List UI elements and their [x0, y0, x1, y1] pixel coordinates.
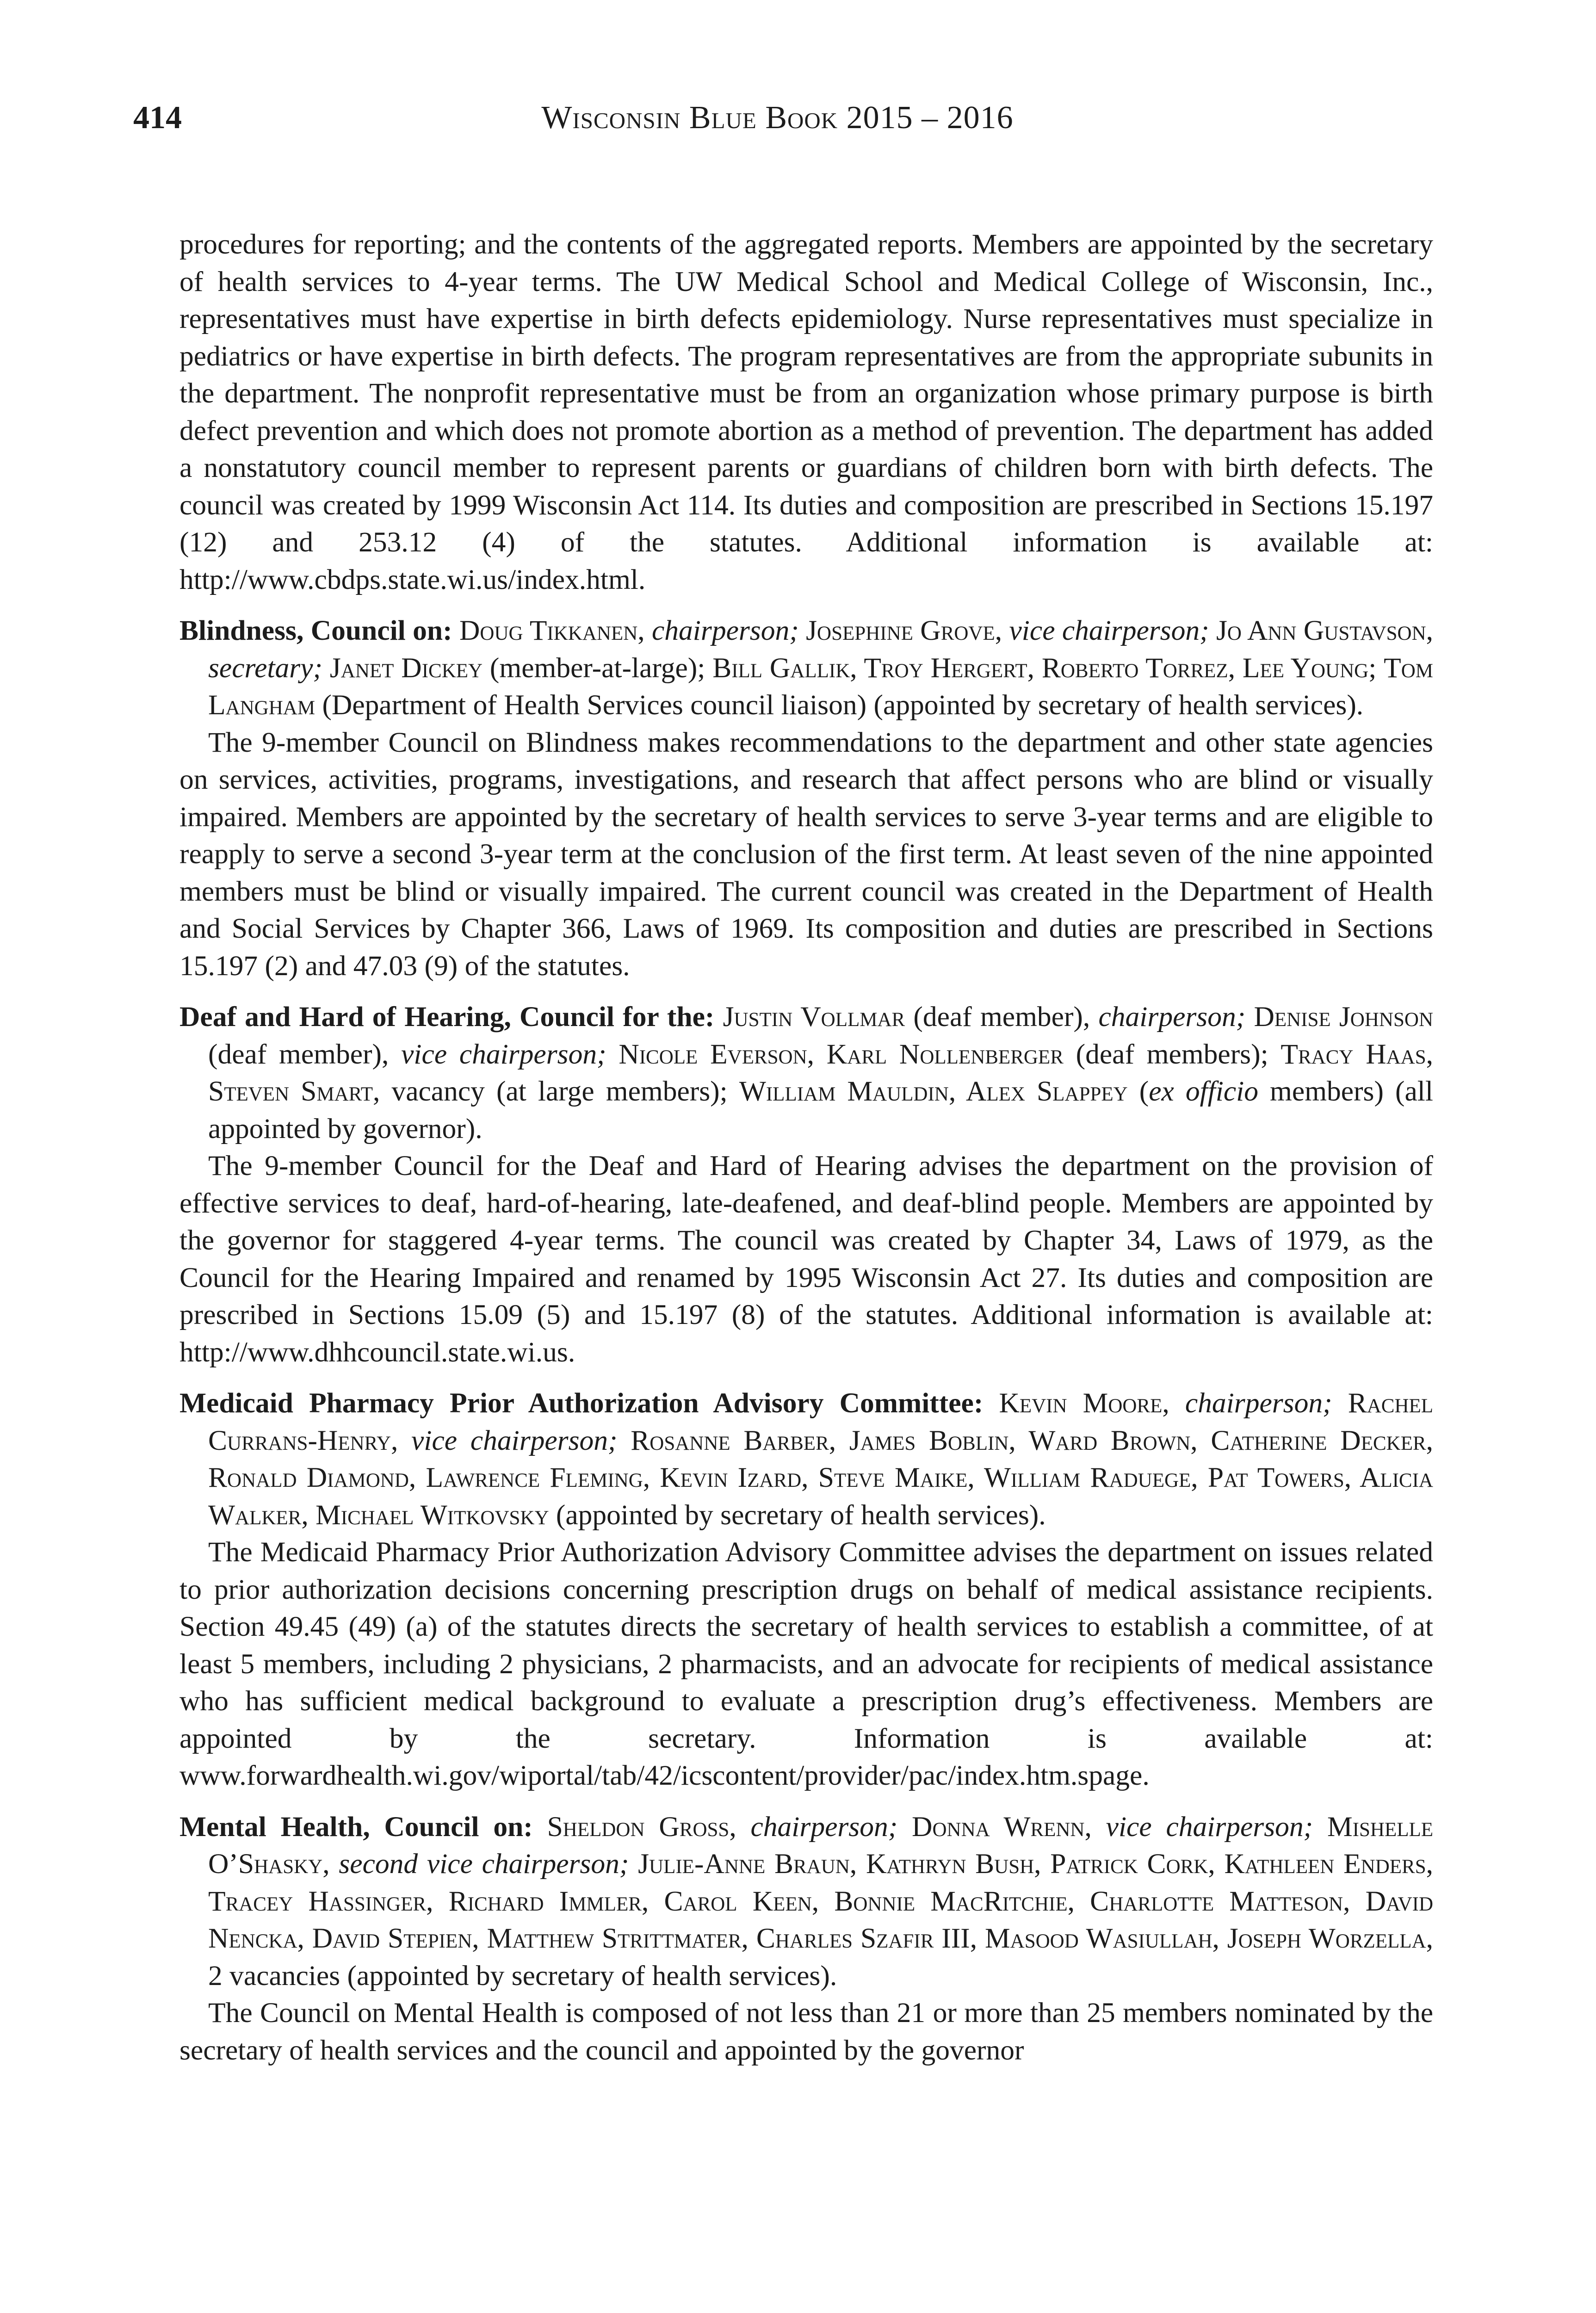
role: vice chairperson;: [411, 1424, 618, 1456]
role: ex officio: [1149, 1076, 1258, 1107]
entry-text: (deaf member),: [208, 1038, 402, 1070]
role: secretary;: [208, 652, 323, 684]
member-names: Bill Gallik, Troy Hergert, Roberto Torrez, Lee Young: [712, 652, 1369, 684]
entry-text: [1245, 1001, 1254, 1033]
member-names: Doug Tikkanen: [459, 615, 638, 646]
member-names: William Mauldin, Alex Slappey: [739, 1076, 1128, 1107]
book-title: Wisconsin Blue Book 2015 – 2016: [541, 100, 1014, 136]
separator: ,: [1426, 615, 1434, 646]
entry-text: [618, 1425, 631, 1456]
entry-text: members) (all appointed by governor).: [208, 1076, 1433, 1144]
entry-text: [1313, 1811, 1327, 1843]
deaf-description: The 9-member Council for the Deaf and Hard of Hearing advises the department on the provision of effective services to deaf, hard-of-hearing, late-deafened, and deaf-blind people. Members are appointed by the governor for staggered 4-year terms. The council was created by Chapter 34, Laws of 1979, as the Council for the Hearing Impaired and renamed by 1995 Wisconsin Act 27. Its duties and composition are prescribed in Sections 15.09 (5) and 15.197 (8) of the statutes. Additional information is available at: http://www.dhhcouncil.state.wi.us.: [179, 1150, 1433, 1368]
role: vice chairperson;: [401, 1038, 606, 1070]
member-names: Josephine Grove: [806, 615, 995, 646]
medicaid-heading: Medicaid Pharmacy Prior Authorization Advisory Committee:: [179, 1387, 984, 1419]
role: chairperson;: [1098, 1001, 1246, 1033]
entry-text: , 2 vacancies (appointed by secretary of health services).: [208, 1923, 1433, 1991]
member-names: Denise Johnson: [1254, 1001, 1433, 1033]
entry-text: (Department of Health Services council liaison) (appointed by secretary of health services).: [315, 689, 1364, 721]
entry-text: [897, 1811, 912, 1843]
member-names: Rosanne Barber, James Boblin, Ward Brown, Catherine Decker, Ronald Diamond, Lawrence Fleming, Kevin Izard, Steve Maike, William Raduege, Pat Towers, Alicia Walker, Michael Witkovsky: [208, 1424, 1434, 1531]
mental-health-entry: [179, 1808, 1433, 1995]
member-names: Justin Vollmar: [723, 1001, 905, 1033]
entry-text: [606, 1039, 619, 1070]
blindness-entry: [179, 612, 1433, 724]
separator: ,: [995, 615, 1009, 646]
entry-text: [629, 1848, 638, 1880]
entry-text: (appointed by secretary of health services).: [549, 1499, 1046, 1531]
role: chairperson;: [1185, 1387, 1332, 1419]
entry-text: (member-at-large);: [483, 652, 713, 684]
role: vice chairperson;: [1106, 1811, 1313, 1843]
separator: [322, 652, 330, 684]
entry-text: ,: [1162, 1387, 1185, 1419]
entry-text: ,: [1084, 1811, 1106, 1843]
member-names: Donna Wrenn: [912, 1811, 1085, 1843]
member-names: Rachel Currans-Henry: [208, 1387, 1434, 1456]
separator: [1209, 615, 1216, 646]
role: chairperson;: [652, 615, 799, 646]
member-names: Kevin Moore: [999, 1387, 1163, 1419]
medicaid-description: The Medicaid Pharmacy Prior Authorization Advisory Committee advises the department on issues related to prior authorization decisions concerning prescription drugs on behalf of medical assistance recipients. Section 49.45 (49) (a) of the statutes directs the secretary of health services to establish a committee, of at least 5 members, including 2 physicians, 2 pharmacists, and an advocate for recipients of medical assistance who has sufficient medical background to evaluate a prescription drug’s effectiveness. Members are appointed by the secretary. Information is available at: www.forwardhealth.wi.gov/wiportal/tab/42/icscontent/provider/pac/index.htm.spage.: [179, 1536, 1433, 1791]
entry-text: (deaf members);: [1063, 1038, 1281, 1070]
member-names: Sheldon Gross: [547, 1811, 730, 1843]
entry-text: [1332, 1387, 1348, 1419]
blindness-heading: Blindness, Council on:: [179, 615, 452, 646]
member-names: Julie-Anne Braun, Kathryn Bush, Patrick Cork, Kathleen Enders, Tracey Hassinger, Richard Immler, Carol Keen, Bonnie MacRitchie, Charlotte Matteson, David Nencka, David Stepien, Matthew Strittmater, Charles Szafir III, Masood Wasiullah, Joseph Worzella: [208, 1848, 1434, 1954]
member-names: Mishelle O’Shasky: [208, 1811, 1434, 1880]
entry-text: , vacancy (at large members);: [373, 1076, 739, 1107]
page-number: 414: [133, 100, 182, 136]
member-names: Nicole Everson, Karl Nollenberger: [619, 1038, 1064, 1070]
member-names: Jo Ann Gustavson: [1216, 615, 1426, 646]
mental-health-heading: Mental Health, Council on:: [179, 1811, 533, 1843]
entry-text: ,: [729, 1811, 751, 1843]
medicaid-entry: [179, 1385, 1433, 1534]
separator: [799, 615, 806, 646]
entry-text: ;: [1368, 652, 1384, 684]
entry-text: ,: [391, 1424, 412, 1456]
entry-text: (: [1127, 1076, 1149, 1107]
member-names: Tom Langham: [208, 652, 1433, 721]
running-head: [133, 95, 1422, 146]
mental-health-description: The Council on Mental Health is composed of not less than 21 or more than 25 members nominated by the secretary of health services and the council and appointed by the governor: [179, 1997, 1433, 2066]
entry-text: ,: [322, 1848, 339, 1880]
member-names: Tracy Haas, Steven Smart: [208, 1038, 1434, 1107]
deaf-heading: Deaf and Hard of Hearing, Council for the:: [179, 1001, 715, 1033]
blindness-description: The 9-member Council on Blindness makes recommendations to the department and other state agencies on services, activities, programs, investigations, and research that affect persons who are blind or visually impaired. Members are appointed by the secretary of health services to serve 3-year terms and are eligible to reapply to serve a second 3-year term at the conclusion of the first term. At least seven of the nine appointed members must be blind or visually impaired. The current council was created in the Department of Health and Social Services by Chapter 366, Laws of 1969. Its composition and duties are prescribed in Sections 15.197 (2) and 47.03 (9) of the statutes.: [179, 726, 1433, 982]
entry-text: (deaf member),: [905, 1001, 1099, 1033]
role: vice chairperson;: [1009, 615, 1209, 646]
role: second vice chairperson;: [339, 1848, 629, 1880]
role: chairperson;: [750, 1811, 898, 1843]
deaf-entry: [179, 998, 1433, 1147]
separator: ,: [637, 615, 652, 646]
member-names: Janet Dickey: [329, 652, 483, 684]
body-text: [179, 226, 1433, 2069]
intro-paragraph: procedures for reporting; and the contents of the aggregated reports. Members are appointed by the secretary of health services to 4-year terms. The UW Medical School and Medical College of Wisconsin, Inc., representatives must have expertise in birth defects epidemiology. Nurse representatives must specialize in pediatrics or have expertise in birth defects. The program representatives are from the appropriate subunits in the department. The nonprofit representative must be from an organization whose primary purpose is birth defect prevention and which does not promote abortion as a method of prevention. The department has added a nonstatutory council member to represent parents or guardians of children born with birth defects. The council was created by 1999 Wisconsin Act 114. Its duties and composition are prescribed in Sections 15.197 (12) and 253.12 (4) of the statutes. Additional information is available at: http://www.cbdps.state.wi.us/index.html.: [179, 229, 1433, 595]
